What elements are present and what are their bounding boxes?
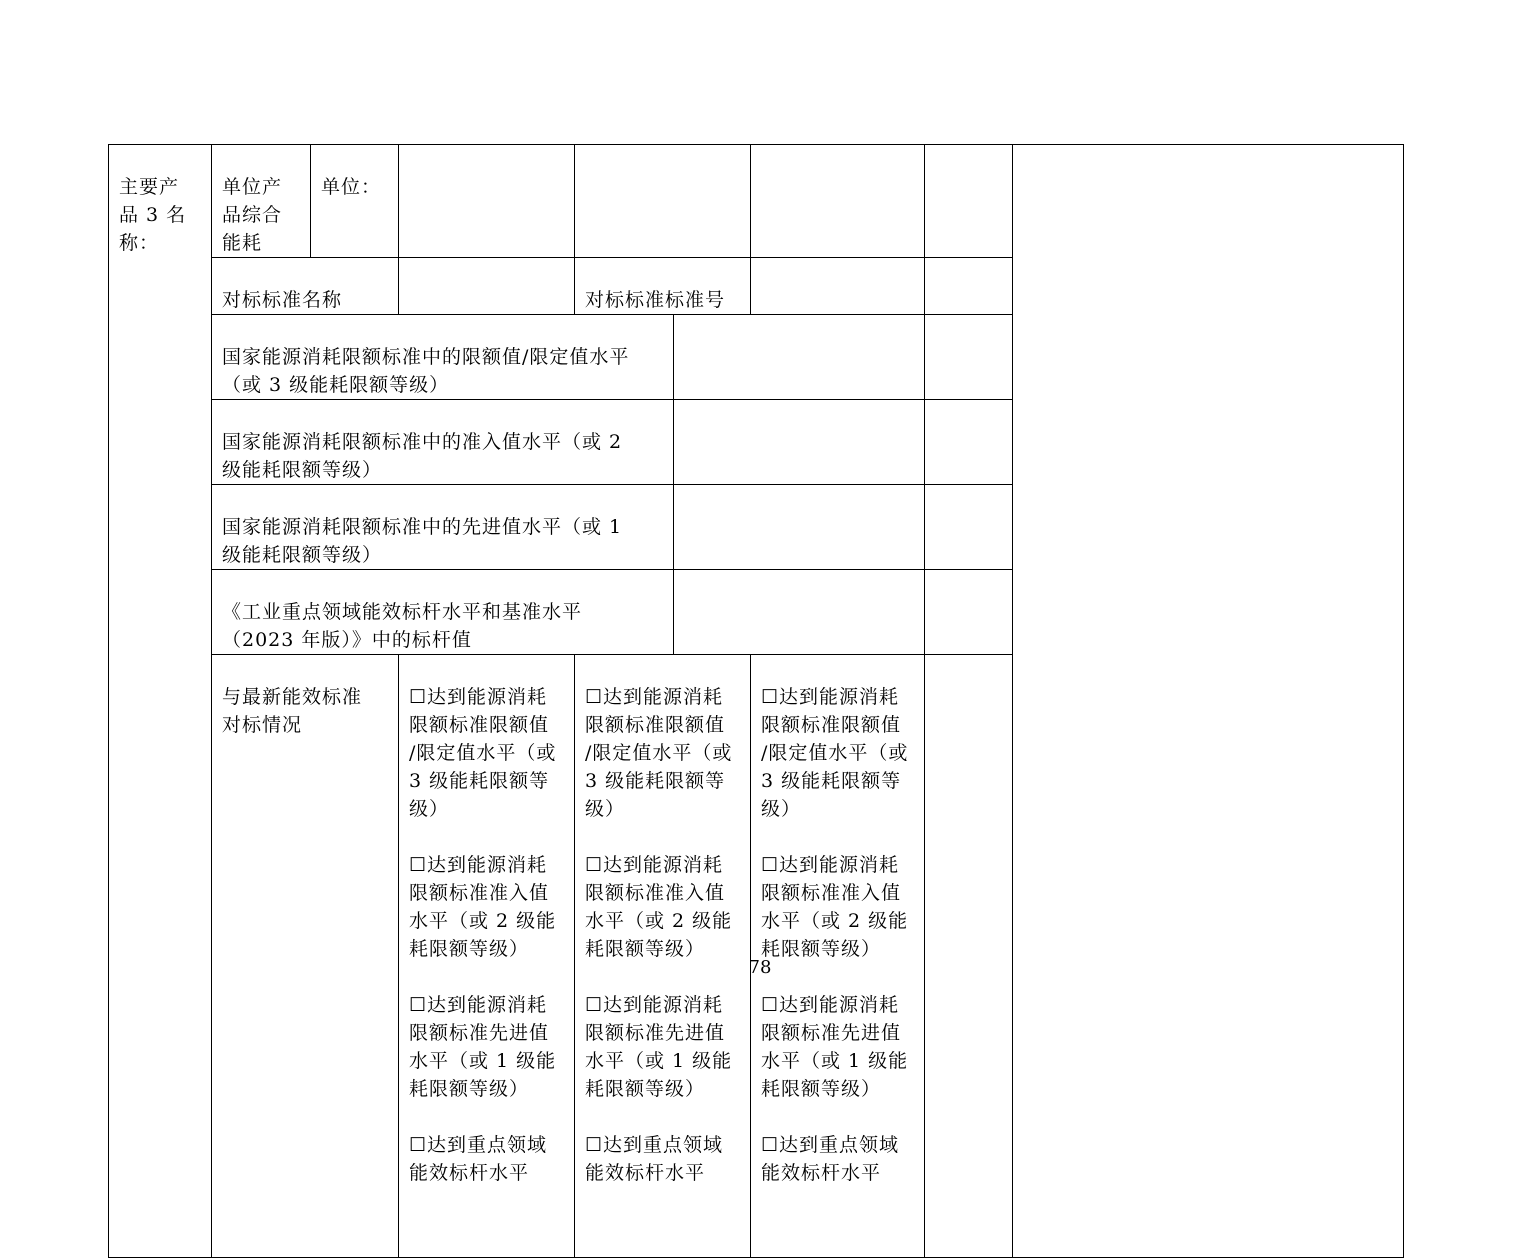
option-advanced-checkbox[interactable]: ☐达到能源消耗 限额标准先进值 水平（或 1 级能 耗限额等级） <box>585 994 733 1100</box>
benchmark-name-label-cell <box>212 258 399 315</box>
benchmark-name-value-cell[interactable] <box>399 258 575 315</box>
benchmark-name-label: 对标标准名称 <box>222 289 343 311</box>
option-limit-checkbox[interactable]: ☐达到能源消耗 限额标准限额值 /限定值水平（或 3 级能耗限额等 级） <box>409 686 557 820</box>
unit-energy-value-cell-2[interactable] <box>575 145 751 258</box>
page-number: 78 <box>748 957 772 978</box>
option-advanced-checkbox[interactable]: ☐达到能源消耗 限额标准先进值 水平（或 1 级能 耗限额等级） <box>761 994 909 1100</box>
benchmark-value-label: 《工业重点领域能效标杆水平和基准水平 （2023 年版）》中的标杆值 <box>222 601 583 651</box>
benchmark-number-value-cell[interactable] <box>751 258 925 315</box>
benchmark-value-extra-cell[interactable] <box>925 570 1013 655</box>
benchmark-value-cell[interactable] <box>674 570 925 655</box>
comparison-label: 与最新能效标准 对标情况 <box>222 686 363 736</box>
advanced-value-label-cell <box>212 485 674 570</box>
comparison-options-col-1 <box>399 655 575 1258</box>
option-benchmark-checkbox[interactable]: ☐达到重点领域 能效标杆水平 <box>585 1134 724 1184</box>
energy-consumption-form-table <box>108 144 1404 1258</box>
comparison-options-col-3 <box>751 655 925 1258</box>
option-entry-checkbox[interactable]: ☐达到能源消耗 限额标准准入值 水平（或 2 级能 耗限额等级） <box>585 854 733 960</box>
benchmark-number-label: 对标标准标准号 <box>585 289 726 311</box>
option-entry-checkbox[interactable]: ☐达到能源消耗 限额标准准入值 水平（或 2 级能 耗限额等级） <box>761 854 909 960</box>
advanced-value-label: 国家能源消耗限额标准中的先进值水平（或 1 级能耗限额等级） <box>222 516 623 566</box>
benchmark-number-label-cell <box>575 258 751 315</box>
option-benchmark-checkbox[interactable]: ☐达到重点领域 能效标杆水平 <box>761 1134 900 1184</box>
unit-energy-value-cell-3[interactable] <box>751 145 925 258</box>
entry-value-label: 国家能源消耗限额标准中的准入值水平（或 2 级能耗限额等级） <box>222 431 623 481</box>
advanced-value-extra-cell[interactable] <box>925 485 1013 570</box>
entry-value-extra-cell[interactable] <box>925 400 1013 485</box>
remark-cell <box>1013 145 1404 1258</box>
limit-value-cell[interactable] <box>674 315 925 400</box>
option-entry-checkbox[interactable]: ☐达到能源消耗 限额标准准入值 水平（或 2 级能 耗限额等级） <box>409 854 557 960</box>
option-advanced-checkbox[interactable]: ☐达到能源消耗 限额标准先进值 水平（或 1 级能 耗限额等级） <box>409 994 557 1100</box>
comparison-label-cell <box>212 655 399 1258</box>
unit-energy-value-cell-1[interactable] <box>399 145 575 258</box>
unit-energy-label: 单位产 品综合 能耗 <box>222 176 283 254</box>
option-benchmark-checkbox[interactable]: ☐达到重点领域 能效标杆水平 <box>409 1134 548 1184</box>
benchmark-extra-cell[interactable] <box>925 258 1013 315</box>
advanced-value-cell[interactable] <box>674 485 925 570</box>
option-limit-checkbox[interactable]: ☐达到能源消耗 限额标准限额值 /限定值水平（或 3 级能耗限额等 级） <box>585 686 733 820</box>
limit-value-label-cell <box>212 315 674 400</box>
entry-value-cell[interactable] <box>674 400 925 485</box>
comparison-extra-cell[interactable] <box>925 655 1013 1258</box>
unit-label-cell <box>311 145 399 258</box>
product-3-name-cell <box>109 145 212 1258</box>
limit-value-label: 国家能源消耗限额标准中的限额值/限定值水平 （或 3 级能耗限额等级） <box>222 346 630 396</box>
product-3-name-label: 主要产 品 3 名 称： <box>119 176 187 254</box>
entry-value-label-cell <box>212 400 674 485</box>
benchmark-value-label-cell <box>212 570 674 655</box>
unit-label: 单位： <box>321 176 382 198</box>
limit-value-extra-cell[interactable] <box>925 315 1013 400</box>
unit-energy-value-cell-4[interactable] <box>925 145 1013 258</box>
option-limit-checkbox[interactable]: ☐达到能源消耗 限额标准限额值 /限定值水平（或 3 级能耗限额等 级） <box>761 686 909 820</box>
unit-energy-label-cell <box>212 145 311 258</box>
comparison-options-col-2 <box>575 655 751 1258</box>
